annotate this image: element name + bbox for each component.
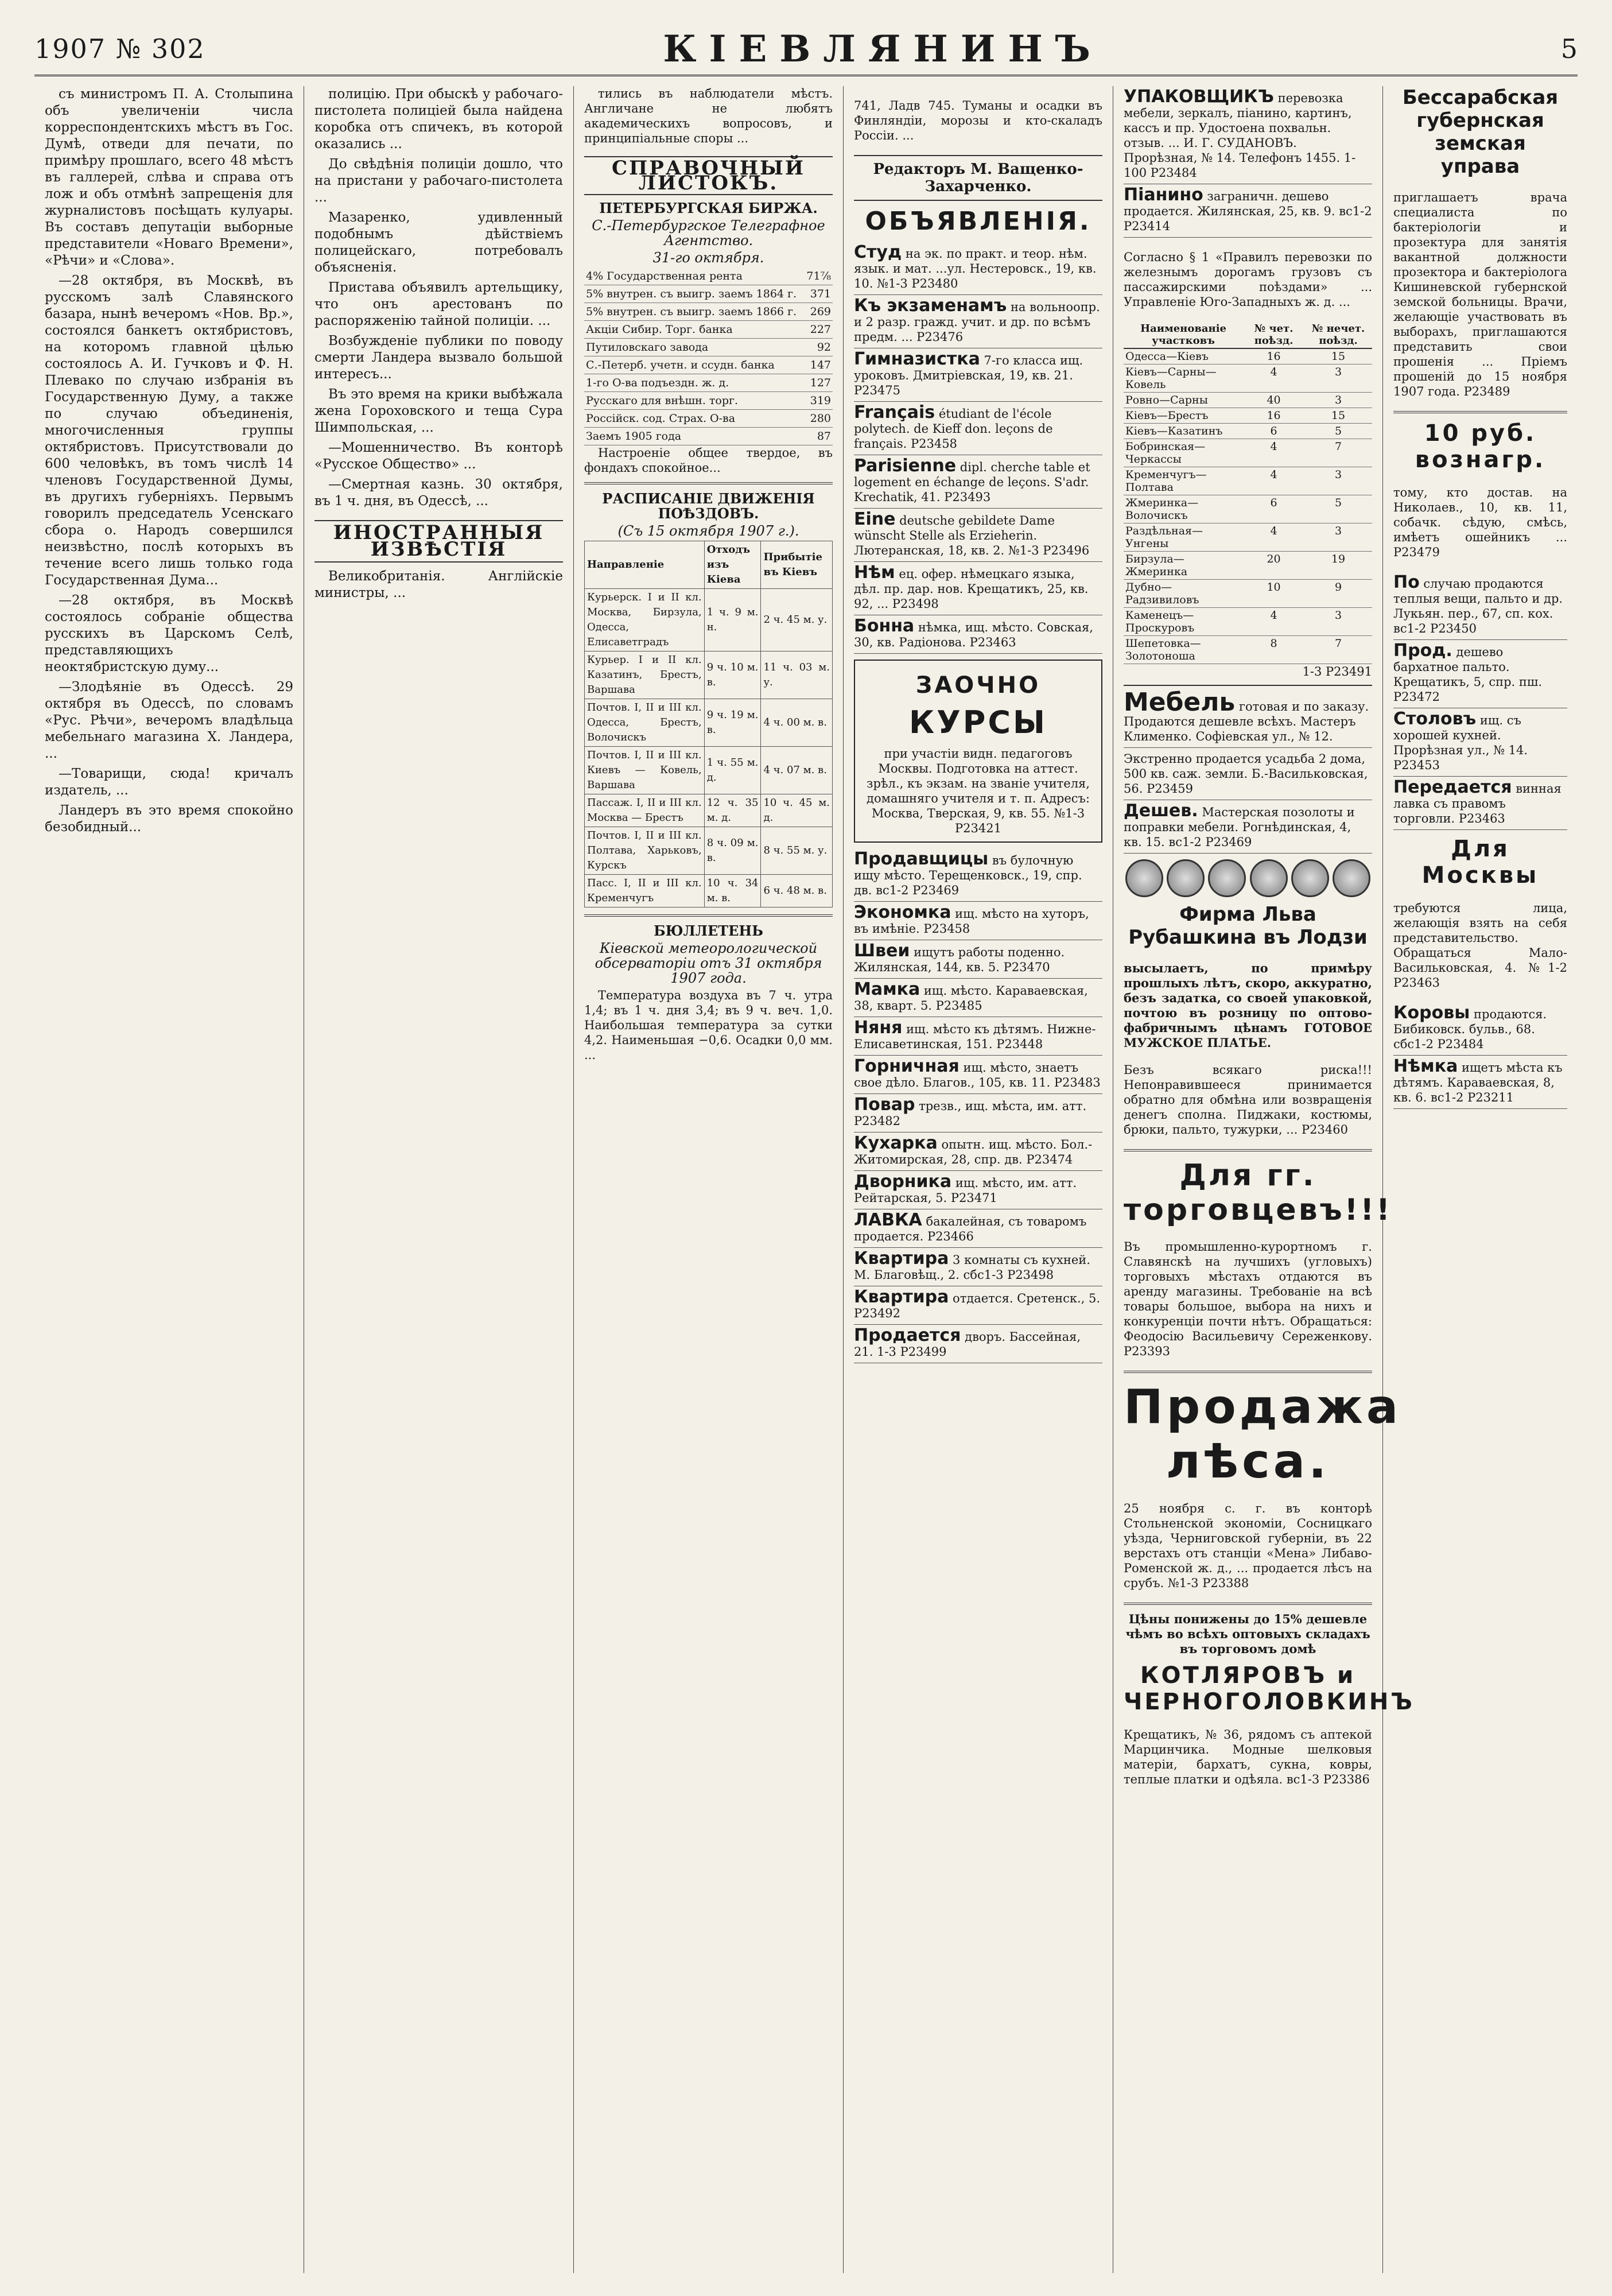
- firm-text: Безъ всякаго риска!!! Непонравившееся принимается обратно для обмѣна или возвращенія денегъ сполна. Пиджаки, костюмы, брюки, пальто, тужурки, ... Р23460: [1124, 1063, 1372, 1137]
- column-5: [1113, 86, 1415, 2273]
- rate-name: 4% Государственная рента: [584, 267, 804, 285]
- correspondence-courses-ad: [854, 660, 1102, 843]
- classified-ad: [1393, 572, 1567, 640]
- bulletin-title: БЮЛЛЕТЕНЬ: [654, 922, 763, 939]
- railway-cell: Бирзула—Жмеринка: [1124, 552, 1243, 580]
- schedule-row: [585, 827, 833, 875]
- railway-cell: Одесса—Кіевъ: [1124, 348, 1243, 364]
- schedule-cell: 8 ч. 09 м. в.: [704, 827, 761, 875]
- kotlyarov-title: КОТЛЯРОВЪ и ЧЕРНОГОЛОВКИНЪ: [1124, 1662, 1415, 1715]
- rate-value: 147: [804, 356, 833, 374]
- railway-row: [1124, 580, 1372, 608]
- railway-cell: 4: [1243, 439, 1304, 467]
- divider: [1124, 1149, 1372, 1151]
- railway-cell: 19: [1304, 552, 1372, 580]
- furniture-keyword: Мебель: [1124, 688, 1236, 717]
- railway-row: [1124, 408, 1372, 424]
- newspaper-title: КІЕВЛЯНИНЪ: [663, 27, 1104, 71]
- classified-ads: [1124, 86, 1372, 238]
- schedule-cell: 10 ч. 45 м. д.: [761, 794, 833, 827]
- schedule-header-row: [585, 541, 833, 589]
- urgent-sale-ad: Экстренно продается усадьба 2 дома, 500 кв. саж. земли. Б.-Васильковская, 56. Р23459: [1124, 748, 1372, 800]
- classified-ad: [1393, 777, 1567, 830]
- ad-text: бакалейная, съ товаромъ продается. Р23466: [854, 1215, 1087, 1243]
- ad-text: опытн. ищ. мѣсто. Бол.-Житомирская, 28, спр. дв. Р23474: [854, 1138, 1093, 1166]
- rate-name: 5% внутрен. съ выигр. заемъ 1864 г.: [584, 285, 804, 303]
- classified-ad: [854, 902, 1102, 940]
- ad-keyword: Экономка: [854, 902, 951, 922]
- divider: [584, 482, 833, 484]
- ad-keyword: Français: [854, 402, 935, 422]
- ad-text: дешево бархатное пальто. Крещатикъ, 5, спр. пш. Р23472: [1393, 645, 1543, 704]
- rate-name: Россійск. сод. Страх. О-ва: [584, 410, 804, 428]
- ad-text: перевозка мебели, зеркалъ, піанино, картинъ, кассъ и пр. Удостоена похвальн. отзыв. ... И. Г. СУДАНОВЪ. Прорѣзная, № 14. Телефонъ 1455. 1-100 Р23484: [1124, 91, 1356, 180]
- schedule-cell: 1 ч. 9 м. н.: [704, 589, 761, 651]
- railway-row: [1124, 348, 1372, 364]
- schedule-cell: Почтов. I, II и III кл. Полтава, Харьковъ, Курскъ: [585, 827, 705, 875]
- merchants-text: Въ промышленно-курортномъ г. Славянскѣ на лучшихъ (угловыхъ) торговыхъ мѣстахъ отдаются въ аренду магазины. Требованіе на всѣ товары большое, выбора на нихъ и конкуренціи почти нѣтъ. Обращаться: Феодосію Васильевичу Сереженкову. Р23393: [1124, 1240, 1372, 1358]
- firm-subtitle: высылаетъ, по примѣру прошлыхъ лѣтъ, скоро, аккуратно, безъ задатка, со своей упаковкой, почтою въ розницу по оптово-фабричнымъ цѣнамъ ГОТОВОЕ МУЖСКОЕ ПЛАТЬЕ.: [1124, 961, 1372, 1050]
- ad-keyword: Кухарка: [854, 1133, 938, 1153]
- railway-cell: 4: [1243, 523, 1304, 552]
- classified-ad: [1393, 1002, 1567, 1056]
- rate-name: Акціи Сибир. Торг. банка: [584, 321, 804, 339]
- railway-cell: Жмеринка—Волочискъ: [1124, 495, 1243, 523]
- column-3: [574, 86, 844, 2273]
- ad-text: étudiant de l'école polytech. de Kieff don. leçons de français. Р23458: [854, 407, 1053, 451]
- railway-cell: 15: [1304, 408, 1372, 424]
- ad-text: ищутъ работы поденно. Жилянская, 144, кв. 5. Р23470: [854, 945, 1065, 974]
- ad-keyword: Къ экзаменамъ: [854, 296, 1007, 316]
- railway-row: [1124, 393, 1372, 408]
- furniture-ad: [1124, 688, 1372, 748]
- article-paragraph: Въ это время на крики выбѣжала жена Гороховского и теща Сура Шимпольская, ...: [314, 387, 563, 435]
- railway-row: [1124, 364, 1372, 393]
- schedule-cell: Пасс. I, II и III кл. Кременчугъ: [585, 875, 705, 907]
- column-6: [1383, 86, 1578, 2273]
- rate-value: 269: [804, 303, 833, 321]
- rate-name: 1-го О-ва подъездн. ж. д.: [584, 374, 804, 392]
- rate-value: 71⅞: [804, 267, 833, 285]
- railway-row: [1124, 424, 1372, 439]
- classified-ad: [854, 1056, 1102, 1094]
- railway-row: [1124, 523, 1372, 552]
- railway-cell: Бобринская—Черкассы: [1124, 439, 1243, 467]
- schedule-cell: 9 ч. 10 м. в.: [704, 651, 761, 699]
- rate-value: 87: [804, 428, 833, 445]
- classified-ads: [854, 848, 1102, 1363]
- ad-keyword: Гимназистка: [854, 349, 980, 369]
- railway-cell: Каменецъ—Проскуровъ: [1124, 608, 1243, 636]
- medal-icon: [1250, 859, 1288, 897]
- ad-text: на вольноопр. и 2 разр. гражд. учит. и др. по всѣмъ предм. ... Р23476: [854, 300, 1100, 344]
- merchants-title: Для гг. торговцевъ!!!: [1124, 1158, 1392, 1227]
- railway-cell: 3: [1304, 364, 1372, 393]
- railway-cell: 4: [1243, 364, 1304, 393]
- railway-header: Наименованіе участковъ: [1124, 321, 1243, 348]
- reward-title: 10 руб. вознагр.: [1415, 420, 1546, 473]
- classified-ad: [854, 615, 1102, 654]
- ad-keyword: Parisienne: [854, 456, 957, 476]
- classified-ad: [854, 940, 1102, 979]
- medal-icon: [1208, 859, 1246, 897]
- railway-row: [1124, 552, 1372, 580]
- schedule-cell: 4 ч. 00 м. в.: [761, 699, 833, 747]
- rate-row: [584, 321, 833, 339]
- classified-ad: [854, 295, 1102, 348]
- railway-cell: 3: [1304, 608, 1372, 636]
- classified-ads: [854, 242, 1102, 654]
- column-4: [844, 86, 1113, 2273]
- ad-keyword: Передается: [1393, 777, 1512, 797]
- ad-keyword: УПАКОВЩИКЪ: [1124, 87, 1274, 107]
- rate-row: [584, 267, 833, 285]
- schedule-subtitle: (Съ 15 октября 1907 г.).: [617, 523, 799, 539]
- ad-keyword: Бонна: [854, 616, 915, 636]
- rate-name: Путиловскаго завода: [584, 339, 804, 356]
- article-paragraph: До свѣдѣнія полиціи дошло, что на пристани у рабочаго-пистолета ...: [314, 157, 563, 205]
- schedule-row: [585, 747, 833, 794]
- article-paragraph: Пристава объявилъ артельщику, что онъ арестованъ по распоряженію тайной полиціи. ...: [314, 280, 563, 328]
- schedule-cell: 11 ч. 03 м. у.: [761, 651, 833, 699]
- ad-keyword: Квартира: [854, 1287, 949, 1307]
- railway-cell: 10: [1243, 580, 1304, 608]
- railway-row: [1124, 608, 1372, 636]
- railway-row: [1124, 495, 1372, 523]
- furniture-text: готовая и по заказу. Продаются дешевле всѣхъ. Мастеръ Клименко. Софіевская ул., № 12.: [1124, 700, 1369, 743]
- ad-keyword: Продавщицы: [854, 849, 989, 869]
- railway-cell: 4: [1243, 467, 1304, 495]
- rate-row: [584, 374, 833, 392]
- rate-row: [584, 285, 833, 303]
- rate-value: 92: [804, 339, 833, 356]
- ad-text: отдается. Сретенск., 5. Р23492: [854, 1292, 1101, 1320]
- forest-sale-text: 25 ноября с. г. въ конторѣ Стольненской экономіи, Сосницкаго уѣзда, Черниговской губерніи, въ 22 верстахъ отъ станціи «Мена» Либаво-Роменской ж. д., ... продается лѣсъ на срубъ. №1-3 Р23388: [1124, 1502, 1372, 1590]
- railway-cell: 6: [1243, 495, 1304, 523]
- railway-cell: Кіевъ—Сарны—Ковель: [1124, 364, 1243, 393]
- railway-cell: 7: [1304, 636, 1372, 664]
- cheap-keyword: Дешев.: [1124, 801, 1198, 821]
- schedule-cell: Курьер. I и II кл. Казатинъ, Брестъ, Варшава: [585, 651, 705, 699]
- ad-keyword: Піанино: [1124, 185, 1203, 205]
- schedule-cell: Пассаж. I, II и III кл. Москва — Брестъ: [585, 794, 705, 827]
- schedule-row: [585, 589, 833, 651]
- article-paragraph: тились въ наблюдатели мѣстъ. Англичане не любятъ академическихъ вопросовъ, и принципіальные споры ...: [584, 87, 833, 145]
- ad-text: заграничн. дешево продается. Жилянская, 25, кв. 9. вс1-2 Р23414: [1124, 189, 1372, 233]
- ad-text: ищ. мѣсто, знаетъ свое дѣло. Благов., 105, кв. 11. Р23483: [854, 1061, 1101, 1089]
- foreign-news-title: ИНОСТРАННЫЯ ИЗВѢСТІЯ: [314, 520, 563, 563]
- ad-text: случаю продаются теплыя вещи, пальто и др. Лукьян. пер., 67, сп. кох. вс1-2 Р23450: [1393, 577, 1563, 635]
- ad-keyword: Повар: [854, 1095, 915, 1115]
- kotlyarov-subtitle: Цѣны понижены до 15% дешевле чѣмъ во всѣхъ оптовыхъ складахъ въ торговомъ домѣ: [1125, 1612, 1370, 1656]
- rate-row: [584, 428, 833, 445]
- railway-table: [1124, 321, 1372, 664]
- ad-text: ищетъ мѣста къ дѣтямъ. Караваевская, 8, кв. 6. вс1-2 Р23211: [1393, 1061, 1563, 1104]
- article-paragraph: 741, Ладв 745. Туманы и осадки въ Финляндіи, морозы и кто-скаладъ Россіи. ...: [854, 99, 1102, 142]
- schedule-cell: 4 ч. 07 м. в.: [761, 747, 833, 794]
- schedule-cell: 8 ч. 55 м. у.: [761, 827, 833, 875]
- rate-name: Русскаго для внѣшн. торг.: [584, 392, 804, 410]
- cheap-text: Мастерская позолоты и поправки мебели. Рогнѣдинская, 4, кв. 15. вс1-2 Р23469: [1124, 805, 1355, 849]
- ad-text: продаются. Бибиковск. бульв., 68. сбс1-2 Р23484: [1393, 1007, 1547, 1051]
- rate-row: [584, 303, 833, 321]
- ad-keyword: Прод.: [1393, 641, 1452, 661]
- railway-ref: 1-3 Р23491: [1302, 665, 1372, 678]
- ad-text: нѣмка, ищ. мѣсто. Совская, 30, кв. Радіонова. Р23463: [854, 620, 1093, 649]
- rate-row: [584, 339, 833, 356]
- ad-text: дворъ. Бассейная, 21. 1-3 Р23499: [854, 1330, 1081, 1359]
- ad-text: въ булочную ищу мѣсто. Терещенковск., 19, спр. дв. вс1-2 Р23469: [854, 854, 1082, 897]
- railway-cell: Кіевъ—Казатинъ: [1124, 424, 1243, 439]
- ad-text: ищ. мѣсто, им. атт. Рейтарская, 5. Р23471: [854, 1176, 1077, 1205]
- classified-ad: [854, 979, 1102, 1017]
- schedule-cell: 10 ч. 34 м. в.: [704, 875, 761, 907]
- schedule-header: Отходъ изъ Кіева: [704, 541, 761, 589]
- ad-text: dipl. cherche table et logement en échange de leçons. S'adr. Krechatik, 41. Р23493: [854, 460, 1090, 504]
- railway-cell: 3: [1304, 393, 1372, 408]
- rate-name: Заемъ 1905 года: [584, 428, 804, 445]
- medal-icon: [1125, 859, 1163, 897]
- editor-line: Редакторъ М. Ващенко-Захарченко.: [854, 155, 1102, 201]
- rate-row: [584, 356, 833, 374]
- ad-keyword: Столовъ: [1393, 709, 1477, 729]
- railway-cell: 40: [1243, 393, 1304, 408]
- reference-sheet-title: СПРАВОЧНЫЙ ЛИСТОКЪ.: [584, 156, 833, 195]
- classified-ad: [854, 848, 1102, 902]
- article-paragraph: —Мошенничество. Въ конторѣ «Русское Общество» ...: [314, 440, 563, 472]
- exchange-date: 31-го октября.: [652, 250, 764, 266]
- masthead: [34, 23, 1578, 76]
- railway-cell: 7: [1304, 439, 1372, 467]
- ad-keyword: Няня: [854, 1018, 903, 1038]
- ad-keyword: Eine: [854, 509, 896, 529]
- ad-keyword: Квартира: [854, 1248, 949, 1269]
- article-paragraph: Мазаренко, удивленный подобнымъ дѣйствіемъ полицейскаго, потребовалъ объясненія.: [314, 210, 563, 275]
- schedule-cell: Почтов. I, II и III кл. Одесса, Брестъ, Волочискъ: [585, 699, 705, 747]
- ad-keyword: Швеи: [854, 941, 910, 961]
- reward-text: тому, кто достав. на Николаев., 10, кв. 11, собачк. сѣдую, смѣсь, имѣетъ ошейникъ ... Р23479: [1393, 486, 1567, 559]
- classified-ad: [854, 402, 1102, 455]
- divider: [1124, 1371, 1372, 1373]
- railway-cell: 9: [1304, 580, 1372, 608]
- column-2: [304, 86, 574, 2273]
- railway-cell: Дубно—Радзивиловъ: [1124, 580, 1243, 608]
- ad-keyword: Студ: [854, 242, 902, 262]
- railway-cell: 20: [1243, 552, 1304, 580]
- moscow-text: требуются лица, желающія взять на себя представительство. Обращаться Мало-Васильковская, 4. №1-2 Р23463: [1393, 901, 1567, 990]
- classified-ad: [854, 1209, 1102, 1248]
- schedule-row: [585, 651, 833, 699]
- classified-ad: [854, 1133, 1102, 1171]
- ad-text: винная лавка съ правомъ торговли. Р23463: [1393, 782, 1561, 825]
- rate-value: 280: [804, 410, 833, 428]
- rate-name: С.-Петерб. учетн. и ссудн. банка: [584, 356, 804, 374]
- railway-cell: Кіевъ—Брестъ: [1124, 408, 1243, 424]
- exchange-rates-table: [584, 267, 833, 445]
- classified-ad: [854, 1017, 1102, 1056]
- ad-text: ищ. мѣсто къ дѣтямъ. Нижне-Елисаветинская, 151. Р23448: [854, 1022, 1096, 1051]
- divider: [584, 914, 833, 917]
- bessarabia-text: приглашаетъ врача специалиста по бактеріологіи и прозектура для занятія вакантной должности прозектора и бактеріолога Кишиневской губернской земской больницы. Врачи, желающіе участвовать въ выборахъ, приглашаются представить свои прошенія ... Пріемъ прошеній до 15 ноября 1907 года. Р23489: [1393, 191, 1567, 398]
- classified-ad: [854, 1094, 1102, 1133]
- classified-ad: [854, 509, 1102, 562]
- columns: [34, 86, 1578, 2273]
- article-paragraph: —Злодѣяніе въ Одессѣ. 29 октября въ Одессѣ, по словамъ «Рус. Рѣчи», вечеромъ владѣльца мебельнаго магазина Х. Ландера, ...: [45, 680, 293, 761]
- railway-cell: 15: [1304, 348, 1372, 364]
- schedule-cell: 2 ч. 45 м. у.: [761, 589, 833, 651]
- rate-value: 127: [804, 374, 833, 392]
- article-paragraph: —Смертная казнь. 30 октября, въ 1 ч. дня, въ Одессѣ, ...: [314, 477, 563, 509]
- ad-text: deutsche gebildete Dame wünscht Stelle als Erzieherin. Лютеранская, 18, кв. 2. №1-3 Р23496: [854, 514, 1090, 557]
- rate-row: [584, 410, 833, 428]
- railway-notice: Согласно § 1 «Правилъ перевозки по железнымъ дорогамъ грузовъ съ пассажирскими поѣздами» ... Управленіе Юго-Западныхъ ж. д. ...: [1124, 250, 1372, 309]
- article-paragraph: Ландеръ въ это время спокойно безобидный...: [45, 803, 293, 835]
- ad-text: ищ. съ хорошей кухней. Прорѣзная ул., № 14. Р23453: [1393, 713, 1528, 772]
- firm-title: Фирма Льва Рубашкина въ Лодзи: [1128, 903, 1368, 949]
- schedule-header: Направленіе: [585, 541, 705, 589]
- classified-ad: [854, 455, 1102, 509]
- railway-header-row: [1124, 321, 1372, 348]
- schedule-row: [585, 699, 833, 747]
- ad-text: трезв., ищ. мѣста, им. атт. Р23482: [854, 1099, 1087, 1128]
- ad-text: на эк. по практ. и теор. нѣм. язык. и мат. ...ул. Нестеровск., 19, кв. 10. №1-3 Р23480: [854, 247, 1097, 290]
- railway-cell: 5: [1304, 495, 1372, 523]
- railway-cell: 5: [1304, 424, 1372, 439]
- ad-keyword: По: [1393, 572, 1420, 592]
- railway-cell: 6: [1243, 424, 1304, 439]
- classified-ad: [1393, 708, 1567, 777]
- ad-keyword: Продается: [854, 1325, 961, 1345]
- railway-cell: 3: [1304, 467, 1372, 495]
- ad-keyword: Нѣм: [854, 563, 895, 583]
- classified-ad: [854, 1325, 1102, 1363]
- rates-note: Настроеніе общее твердое, въ фондахъ спокойное...: [584, 446, 833, 475]
- bessarabia-title: Бессарабская губернская земская управа: [1402, 86, 1559, 178]
- ad-keyword: Коровы: [1393, 1003, 1470, 1023]
- article-paragraph: полицію. При обыскѣ у рабочаго-пистолета полиціей была найдена коробка отъ спичекъ, въ которой оказались ...: [314, 87, 563, 152]
- divider: [1124, 685, 1372, 686]
- ads-title: ОБЪЯВЛЕНІЯ.: [865, 207, 1092, 236]
- classified-ad: [854, 1248, 1102, 1286]
- bulletin-subtitle: Кіевской метеорологической обсерваторіи отъ 31 октября 1907 года.: [595, 940, 822, 986]
- ad-keyword: Дворника: [854, 1172, 952, 1192]
- railway-cell: Ровно—Сарны: [1124, 393, 1243, 408]
- classified-ad: [854, 348, 1102, 402]
- ad-keyword: Мамка: [854, 979, 920, 999]
- ad-text: ец. офер. нѣмецкаго языка, дѣл. пр. дар. нов. Крещатикъ, 25, кв. 92, ... Р23498: [854, 567, 1089, 611]
- railway-row: [1124, 636, 1372, 664]
- rate-value: 371: [804, 285, 833, 303]
- article-paragraph: Возбужденіе публики по поводу смерти Ландера вызвало большой интересъ...: [314, 333, 563, 382]
- railway-cell: Кременчугъ—Полтава: [1124, 467, 1243, 495]
- issue-date: 1907 № 302: [34, 33, 205, 64]
- medals-row: [1124, 859, 1372, 897]
- ad-text: 7-го класса ищ. уроковъ. Дмитріевская, 19, кв. 21. Р23475: [854, 354, 1083, 397]
- schedule-title: РАСПИСАНІЕ ДВИЖЕНІЯ ПОѢЗДОВЪ.: [602, 490, 815, 522]
- railway-cell: 4: [1243, 608, 1304, 636]
- classified-ad: [1124, 184, 1372, 238]
- medal-icon: [1167, 859, 1205, 897]
- classified-ad: [854, 1286, 1102, 1325]
- exchange-title: ПЕТЕРБУРГСКАЯ БИРЖА.: [599, 200, 818, 216]
- article-paragraph: Великобританія. Англійскіе министры, ...: [314, 569, 563, 600]
- schedule-cell: 9 ч. 19 м. в.: [704, 699, 761, 747]
- railway-cell: 8: [1243, 636, 1304, 664]
- schedule-row: [585, 875, 833, 907]
- railway-row: [1124, 467, 1372, 495]
- divider: [1393, 411, 1567, 413]
- ad-text: ищ. мѣсто. Караваевская, 38, кварт. 5. Р23485: [854, 984, 1088, 1013]
- classified-ad: [1393, 640, 1567, 708]
- ad-keyword: Нѣмка: [1393, 1056, 1458, 1076]
- schedule-cell: 12 ч. 35 м. д.: [704, 794, 761, 827]
- bulletin-text: Температура воздуха въ 7 ч. утра 1,4; въ 1 ч. дня 3,4; въ 9 ч. веч. 1,0. Наибольшая температура за сутки 4,2. Наименьшая −0,6. Осадки 0,0 мм. ...: [584, 988, 833, 1062]
- schedule-cell: 1 ч. 55 м. д.: [704, 747, 761, 794]
- forest-sale-title: Продажа лѣса.: [1124, 1380, 1402, 1489]
- railway-cell: 3: [1304, 523, 1372, 552]
- classified-ad: [854, 242, 1102, 295]
- railway-cell: 16: [1243, 408, 1304, 424]
- rate-name: 5% внутрен. съ выигр. заемъ 1866 г.: [584, 303, 804, 321]
- ad-text: ищ. мѣсто на хуторъ, въ имѣніе. Р23458: [854, 907, 1089, 936]
- article-paragraph: —28 октября, въ Москвѣ, въ русскомъ залѣ Славянского базара, нынѣ вечеромъ «Нов. Вр.», состоялся банкетъ октябристовъ, на которомъ главной цѣлью состоялось А. И. Гучковъ и Ф. Н. Плевако по случаю избранія въ Государственную Думу, а также по случаю объединенія, многочисленныя группы октябристовъ. Присутствовали до 600 человѣкъ, въ томъ числѣ 14 членовъ Государственной Думы, въ другихъ губерніяхъ. Первымъ говорилъ председатель Усенскаго сбора о. Народъ совершился неизвѣстно, послѣ которыхъ въ течение всего лишь только года Государственная Дума...: [45, 273, 293, 588]
- page-number: 5: [1560, 33, 1578, 64]
- rate-value: 319: [804, 392, 833, 410]
- divider: [1124, 1603, 1372, 1605]
- railway-cell: Раздѣльная—Унгены: [1124, 523, 1243, 552]
- ad-text: 3 комнаты съ кухней. М. Благовѣщ., 2. сбс1-3 Р23498: [854, 1253, 1090, 1282]
- kotlyarov-text: Крещатикъ, № 36, рядомъ съ аптекой Марцинчика. Модные шелковыя матеріи, бархатъ, сукна, ковры, теплые платки и одѣяла. вс1-3 Р23386: [1124, 1728, 1372, 1786]
- medal-icon: [1333, 859, 1370, 897]
- schedule-cell: Почтов. I, II и III кл. Киевъ — Ковель, Варшава: [585, 747, 705, 794]
- kursy-heading: КУРСЫ: [909, 704, 1047, 740]
- classified-ad: [1124, 86, 1372, 184]
- schedule-row: [585, 794, 833, 827]
- agency-line: С.-Петербургское Телеграфное Агентство.: [592, 218, 825, 249]
- classified-ad: [1393, 1056, 1567, 1109]
- article-paragraph: —28 октября, въ Москвѣ состоялось собраніе общества русскихъ въ Царскомъ Селѣ, представляющихъ неоктябристскую думу...: [45, 593, 293, 674]
- article-paragraph: съ министромъ П. А. Столыпина объ увеличеніи числа корреспондентскихъ мѣстъ въ Гос. Думѣ, отведи для печати, по примѣру прошлаго, всего 48 мѣстъ въ галлерей, слѣва и справа отъ лож и объ отмѣнѣ запрещенія для журналистовъ посѣщать кулуары. Въ составъ депутаціи выборные представители «Новаго Времени», «Рѣчи» и «Слова».: [45, 87, 293, 268]
- classified-ad: [854, 562, 1102, 615]
- classified-ad: [854, 1171, 1102, 1209]
- schedule-cell: Курьерск. I и II кл. Москва, Бирзула, Одесса, Елисаветградъ: [585, 589, 705, 651]
- cheap-ad: [1124, 800, 1372, 854]
- column-1: [34, 86, 304, 2273]
- moscow-title: Для Москвы: [1421, 836, 1539, 889]
- ad-keyword: ЛАВКА: [854, 1210, 922, 1230]
- rate-row: [584, 392, 833, 410]
- schedule-cell: 6 ч. 48 м. в.: [761, 875, 833, 907]
- railway-row: [1124, 439, 1372, 467]
- kursy-text: при участіи видн. педагоговъ Москвы. Подготовка на аттест. зрѣл., къ экзам. на званіе учителя, домашняго учителя и т. п. Адресъ: Москва, Тверская, 9, кв. 55. №1-3 Р23421: [867, 747, 1090, 835]
- medal-icon: [1291, 859, 1329, 897]
- ad-keyword: Горничная: [854, 1056, 960, 1076]
- article-paragraph: —Товарищи, сюда! кричалъ издатель, ...: [45, 766, 293, 798]
- railway-header: № чет. поѣзд.: [1243, 321, 1304, 348]
- zaochno-heading: ЗАОЧНО: [915, 672, 1041, 699]
- railway-cell: Шепетовка—Золотоноша: [1124, 636, 1243, 664]
- railway-cell: 16: [1243, 348, 1304, 364]
- schedule-header: Прибытіе въ Кіевъ: [761, 541, 833, 589]
- train-schedule-table: [584, 541, 833, 907]
- railway-header: № нечет. поѣзд.: [1304, 321, 1372, 348]
- rate-value: 227: [804, 321, 833, 339]
